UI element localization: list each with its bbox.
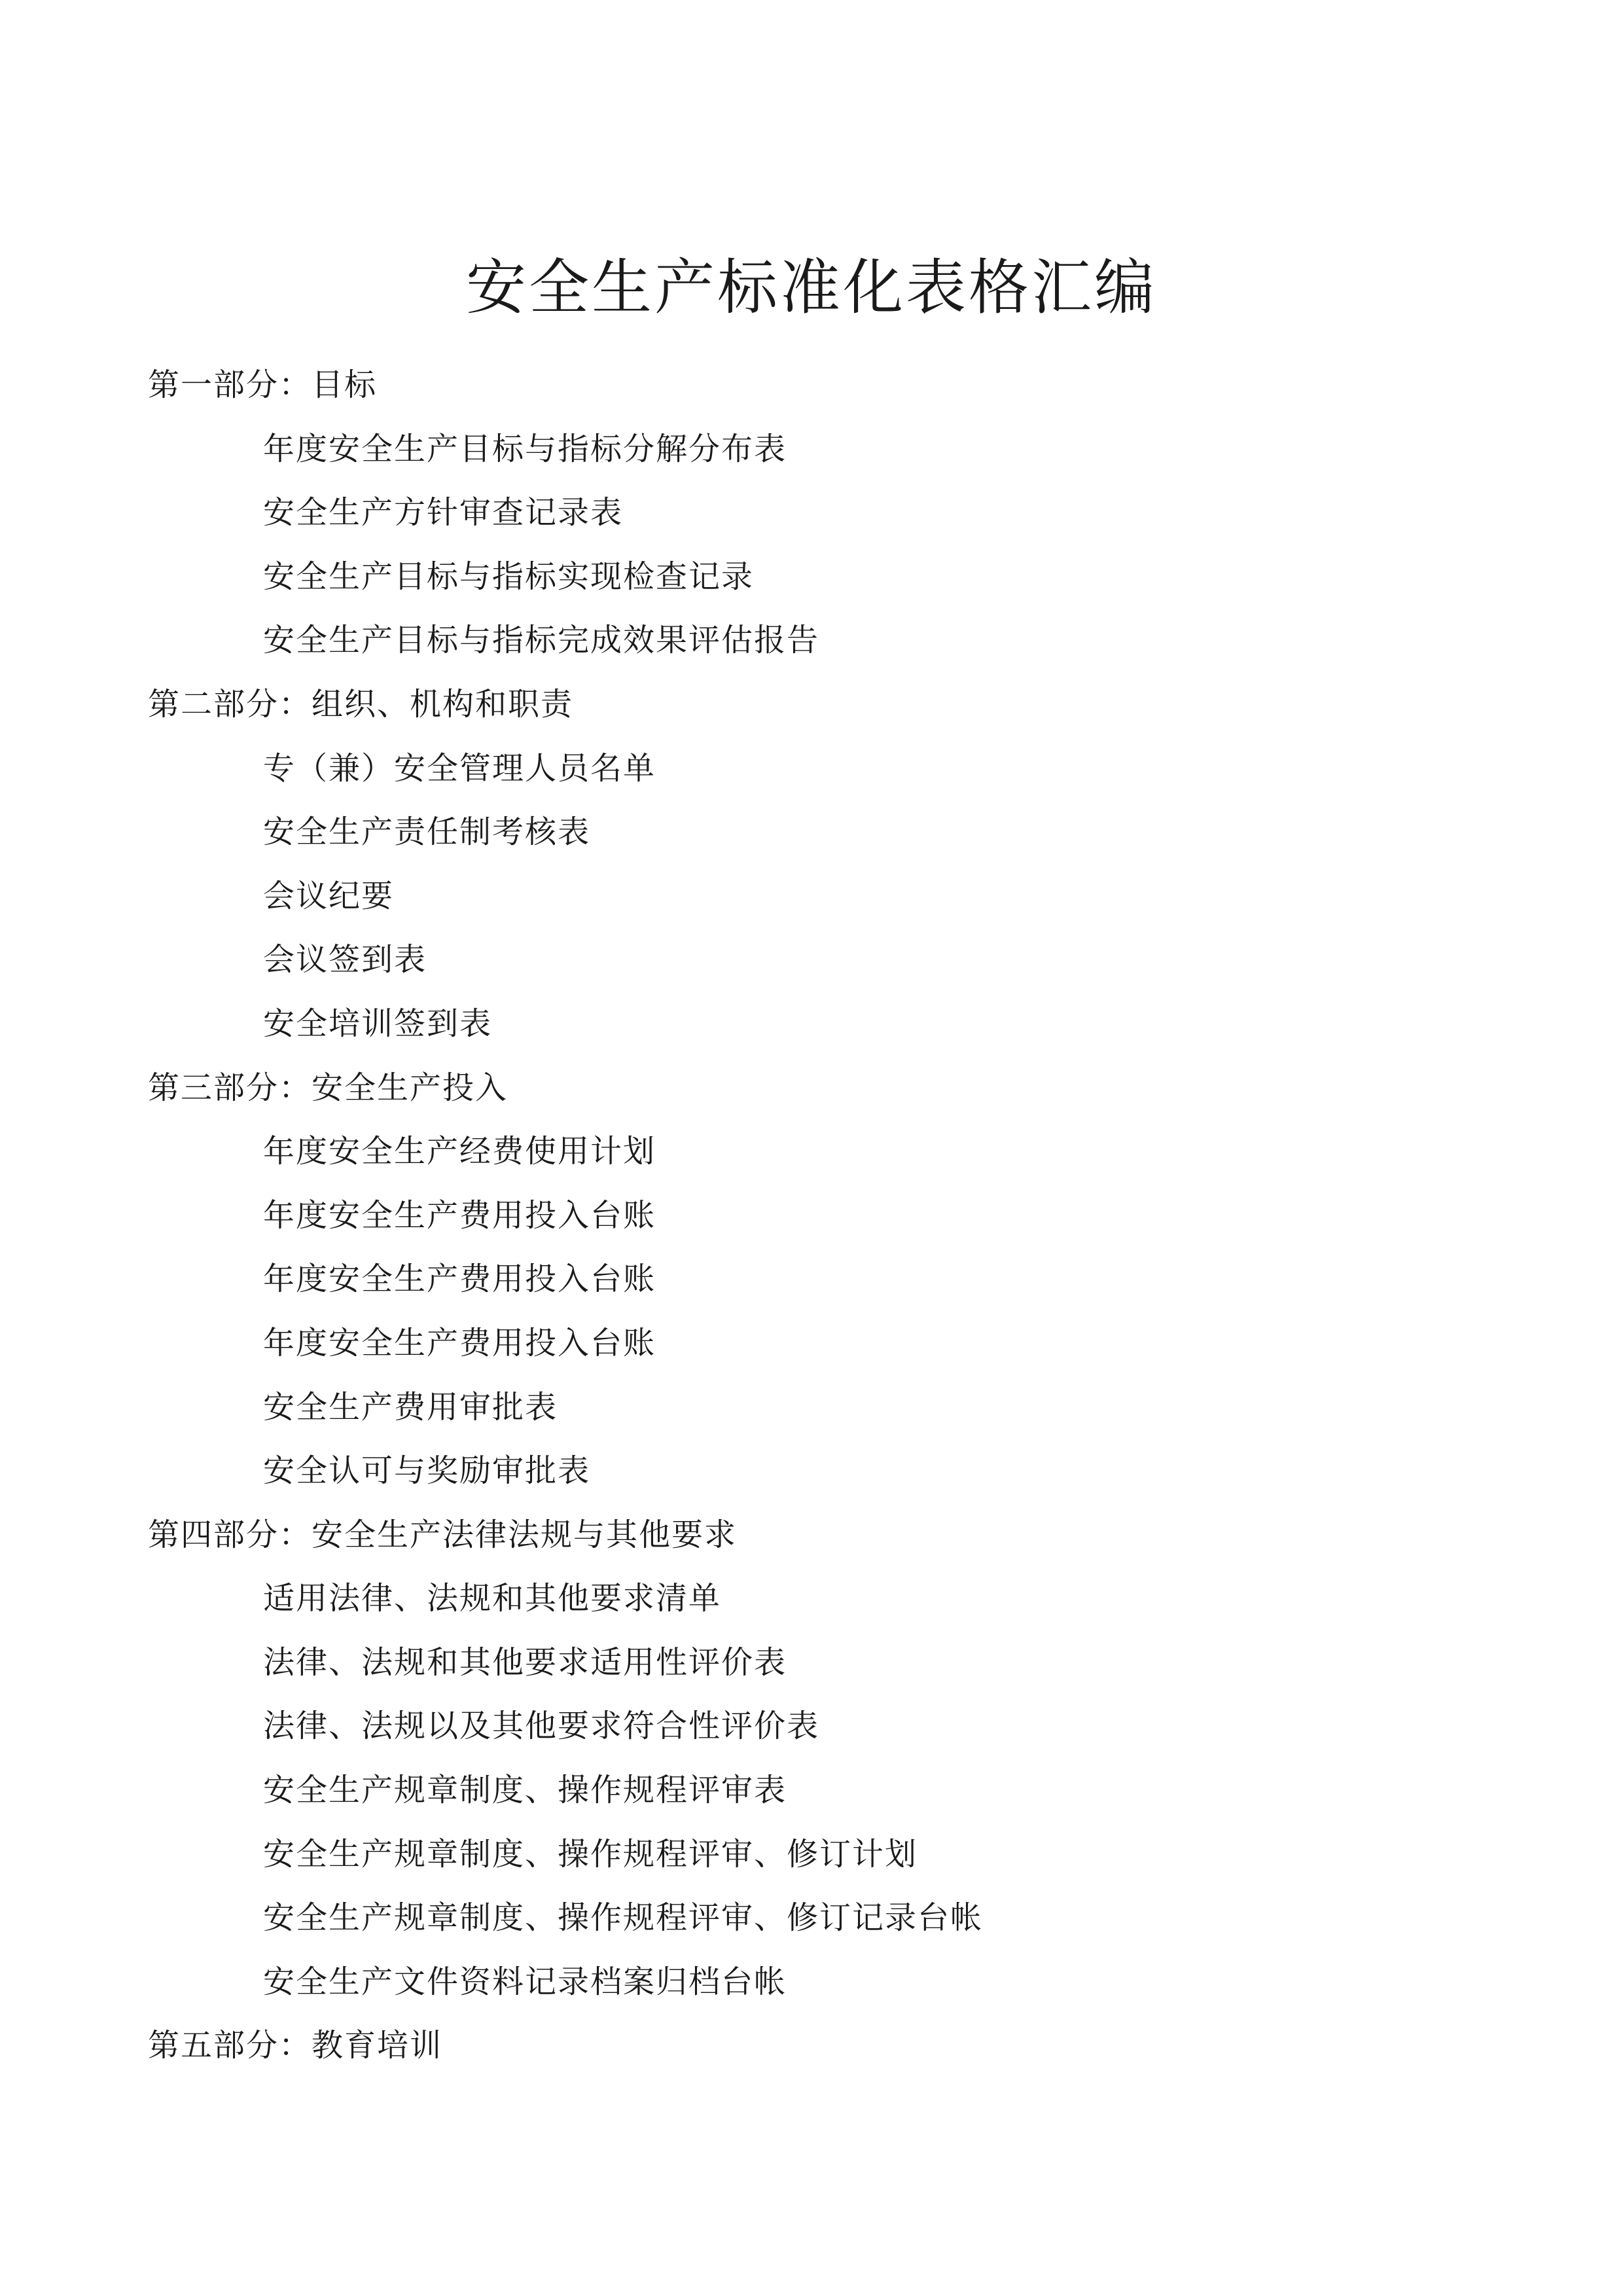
list-item: 会议纪要 bbox=[263, 877, 395, 914]
list-item: 年度安全生产费用投入台账 bbox=[263, 1261, 656, 1298]
part-heading: 第四部分：安全生产法律法规与其他要求 bbox=[148, 1516, 738, 1553]
table-of-contents bbox=[148, 353, 1522, 2078]
list-item: 安全生产责任制考核表 bbox=[263, 814, 591, 851]
list-item: 安全生产规章制度、操作规程评审、修订记录台帐 bbox=[263, 1899, 984, 1937]
list-item: 安全生产目标与指标完成效果评估报告 bbox=[263, 622, 820, 659]
document-title: 安全生产标准化表格汇编 bbox=[465, 253, 1157, 323]
part-heading: 第二部分：组织、机构和职责 bbox=[148, 685, 574, 723]
list-item: 安全生产方针审查记录表 bbox=[263, 494, 624, 531]
part-heading: 第一部分：目标 bbox=[148, 367, 378, 403]
list-item: 适用法律、法规和其他要求清单 bbox=[263, 1580, 722, 1617]
list-item: 年度安全生产目标与指标分解分布表 bbox=[263, 430, 787, 467]
list-item: 安全生产费用审批表 bbox=[263, 1388, 558, 1426]
list-item: 年度安全生产经费使用计划 bbox=[263, 1133, 656, 1170]
list-item: 安全认可与奖励审批表 bbox=[263, 1452, 591, 1490]
list-item: 安全生产规章制度、操作规程评审、修订计划 bbox=[263, 1835, 918, 1873]
list-item: 年度安全生产费用投入台账 bbox=[263, 1196, 656, 1234]
list-item: 安全生产文件资料记录档案归档台帐 bbox=[263, 1963, 787, 2000]
list-item: 会议签到表 bbox=[263, 941, 427, 978]
part-heading: 第三部分：安全生产投入 bbox=[148, 1069, 508, 1106]
list-item: 法律、法规以及其他要求符合性评价表 bbox=[263, 1708, 820, 1745]
list-item: 年度安全生产费用投入台账 bbox=[263, 1324, 656, 1361]
list-item: 专（兼）安全管理人员名单 bbox=[263, 749, 656, 787]
list-item: 安全生产目标与指标实现检查记录 bbox=[263, 558, 755, 595]
part-heading: 第五部分：教育培训 bbox=[148, 2027, 443, 2064]
list-item: 安全培训签到表 bbox=[263, 1005, 493, 1042]
list-item: 安全生产规章制度、操作规程评审表 bbox=[263, 1772, 787, 1809]
list-item: 法律、法规和其他要求适用性评价表 bbox=[263, 1643, 787, 1681]
